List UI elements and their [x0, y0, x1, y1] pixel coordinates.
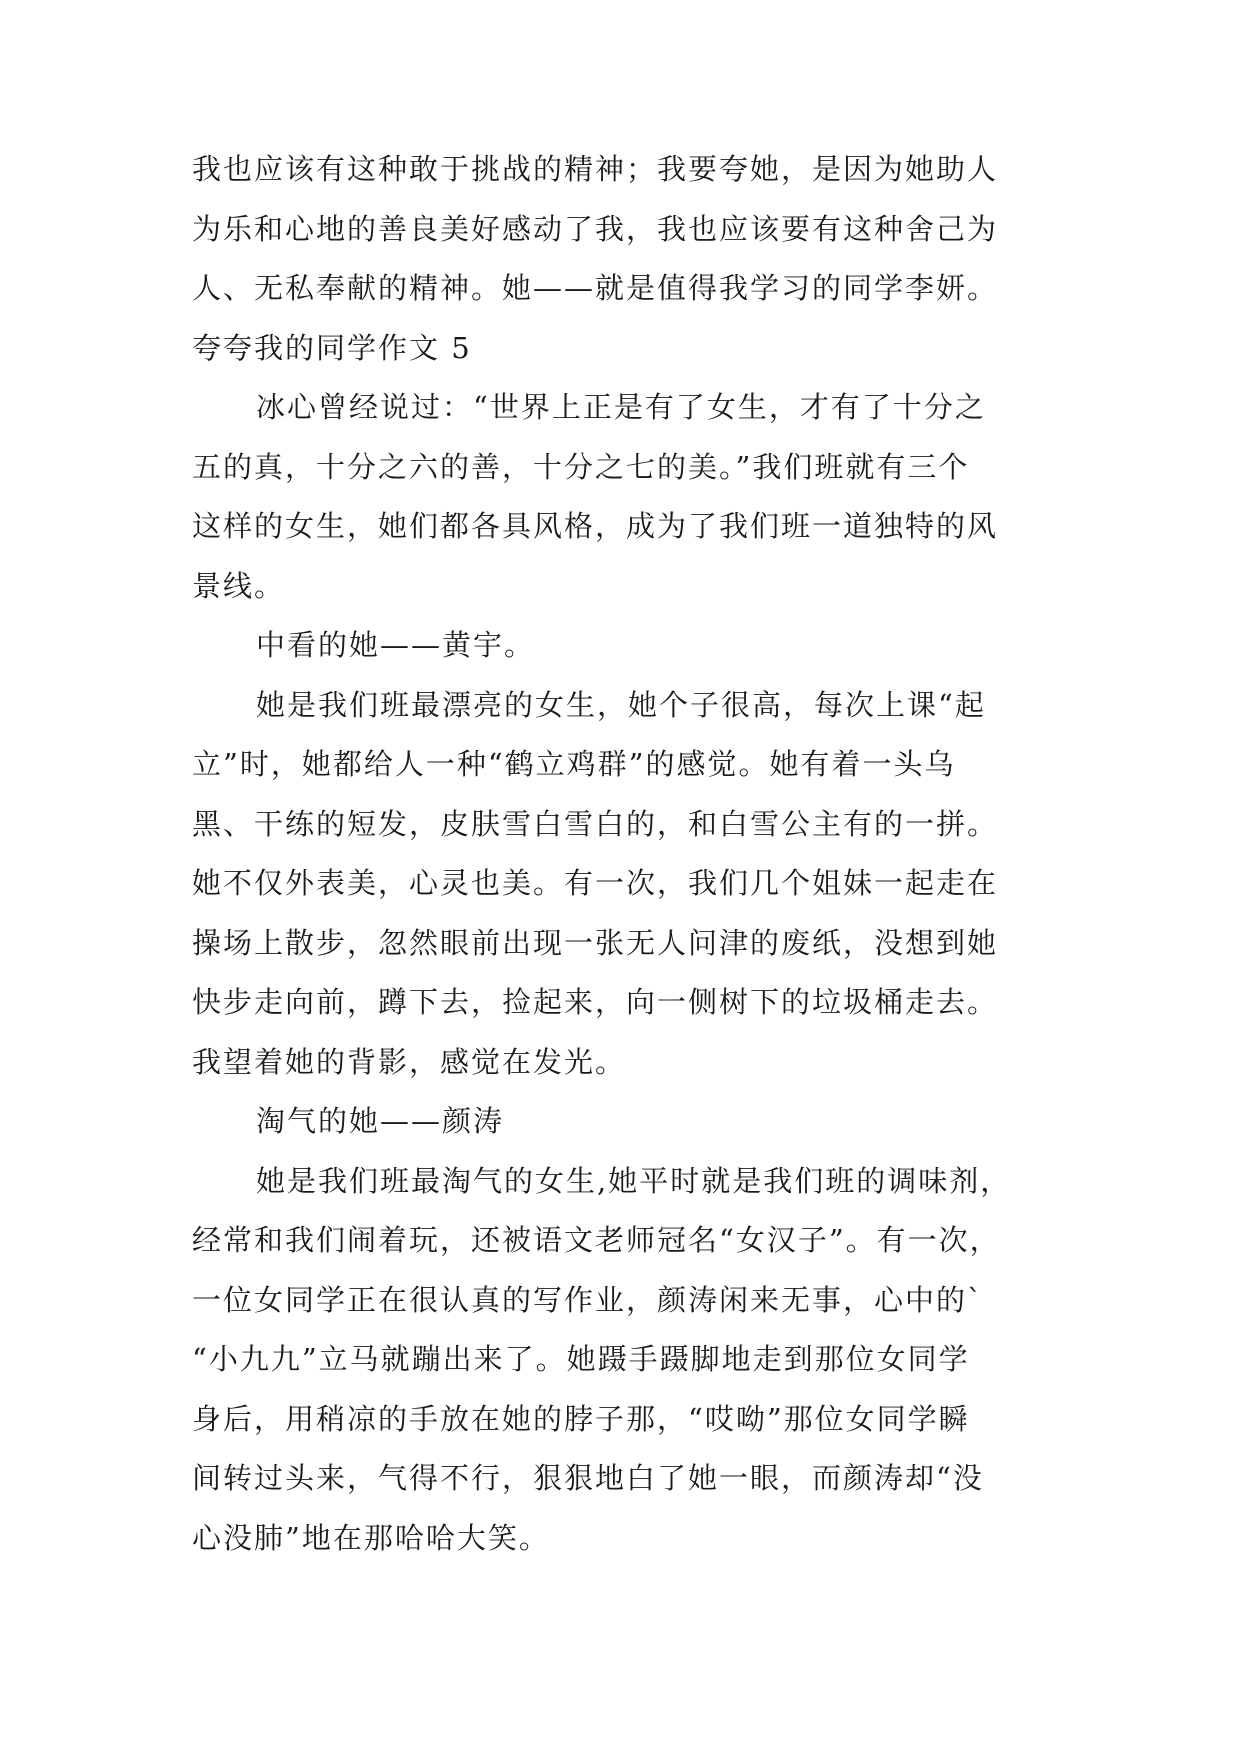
text-line: 操场上散步，忽然眼前出现一张无人问津的废纸，没想到她 [192, 925, 999, 960]
subheading: 淘气的她——颜涛 [256, 1104, 505, 1138]
subheading: 中看的她——黄宇。 [256, 628, 536, 662]
text-line: 快步走向前，蹲下去，捡起来，向一侧树下的垃圾桶走去。 [192, 985, 999, 1019]
text-line: 五的真，十分之六的善，十分之七的美。”我们班就有三个 [192, 449, 970, 484]
section-heading: 夸夸我的同学作文 5 [192, 330, 472, 365]
text-line: 立”时，她都给人一种“鹤立鸡群”的感觉。她有着一头乌 [192, 747, 956, 781]
text-line: 黑、干练的短发，皮肤雪白雪白的，和白雪公主有的一拼。 [192, 806, 999, 841]
text-line: 我望着她的背影，感觉在发光。 [192, 1044, 627, 1079]
text-line: 一位女同学正在很认真的写作业，颜涛闲来无事，心中的` [192, 1282, 984, 1317]
text-line: 这样的女生，她们都各具风格，成为了我们班一道独特的风 [192, 509, 999, 543]
text-line: 冰心曾经说过：“世界上正是有了女生，才有了十分之 [256, 390, 986, 424]
text-line: 为乐和心地的善良美好感动了我，我也应该要有这种舍己为 [192, 211, 999, 246]
text-line: 间转过头来，气得不行，狠狠地白了她一眼，而颜涛却“没 [192, 1461, 984, 1495]
text-line: 她是我们班最淘气的女生,她平时就是我们班的调味剂， [256, 1163, 1012, 1198]
document-body [192, 140, 1062, 1568]
text-line: 心没肺”地在那哈哈大笑。 [192, 1520, 550, 1555]
text-line: 人、无私奉献的精神。她——就是值得我学习的同学李妍。 [192, 271, 999, 305]
text-line: 我也应该有这种敢于挑战的精神；我要夸她，是因为她助人 [192, 152, 999, 186]
text-line: 她是我们班最漂亮的女生，她个子很高，每次上课“起 [256, 687, 986, 722]
text-line: “小九九”立马就蹦出来了。她蹑手蹑脚地走到那位女同学 [192, 1342, 970, 1376]
text-line: 景线。 [192, 568, 286, 603]
text-line: 经常和我们闹着玩，还被语文老师冠名“女汉子”。有一次， [192, 1223, 1001, 1257]
text-line: 身后，用稍凉的手放在她的脖子那，“哎呦”那位女同学瞬 [192, 1401, 970, 1436]
text-line: 她不仅外表美，心灵也美。有一次，我们几个姐妹一起走在 [192, 866, 999, 900]
